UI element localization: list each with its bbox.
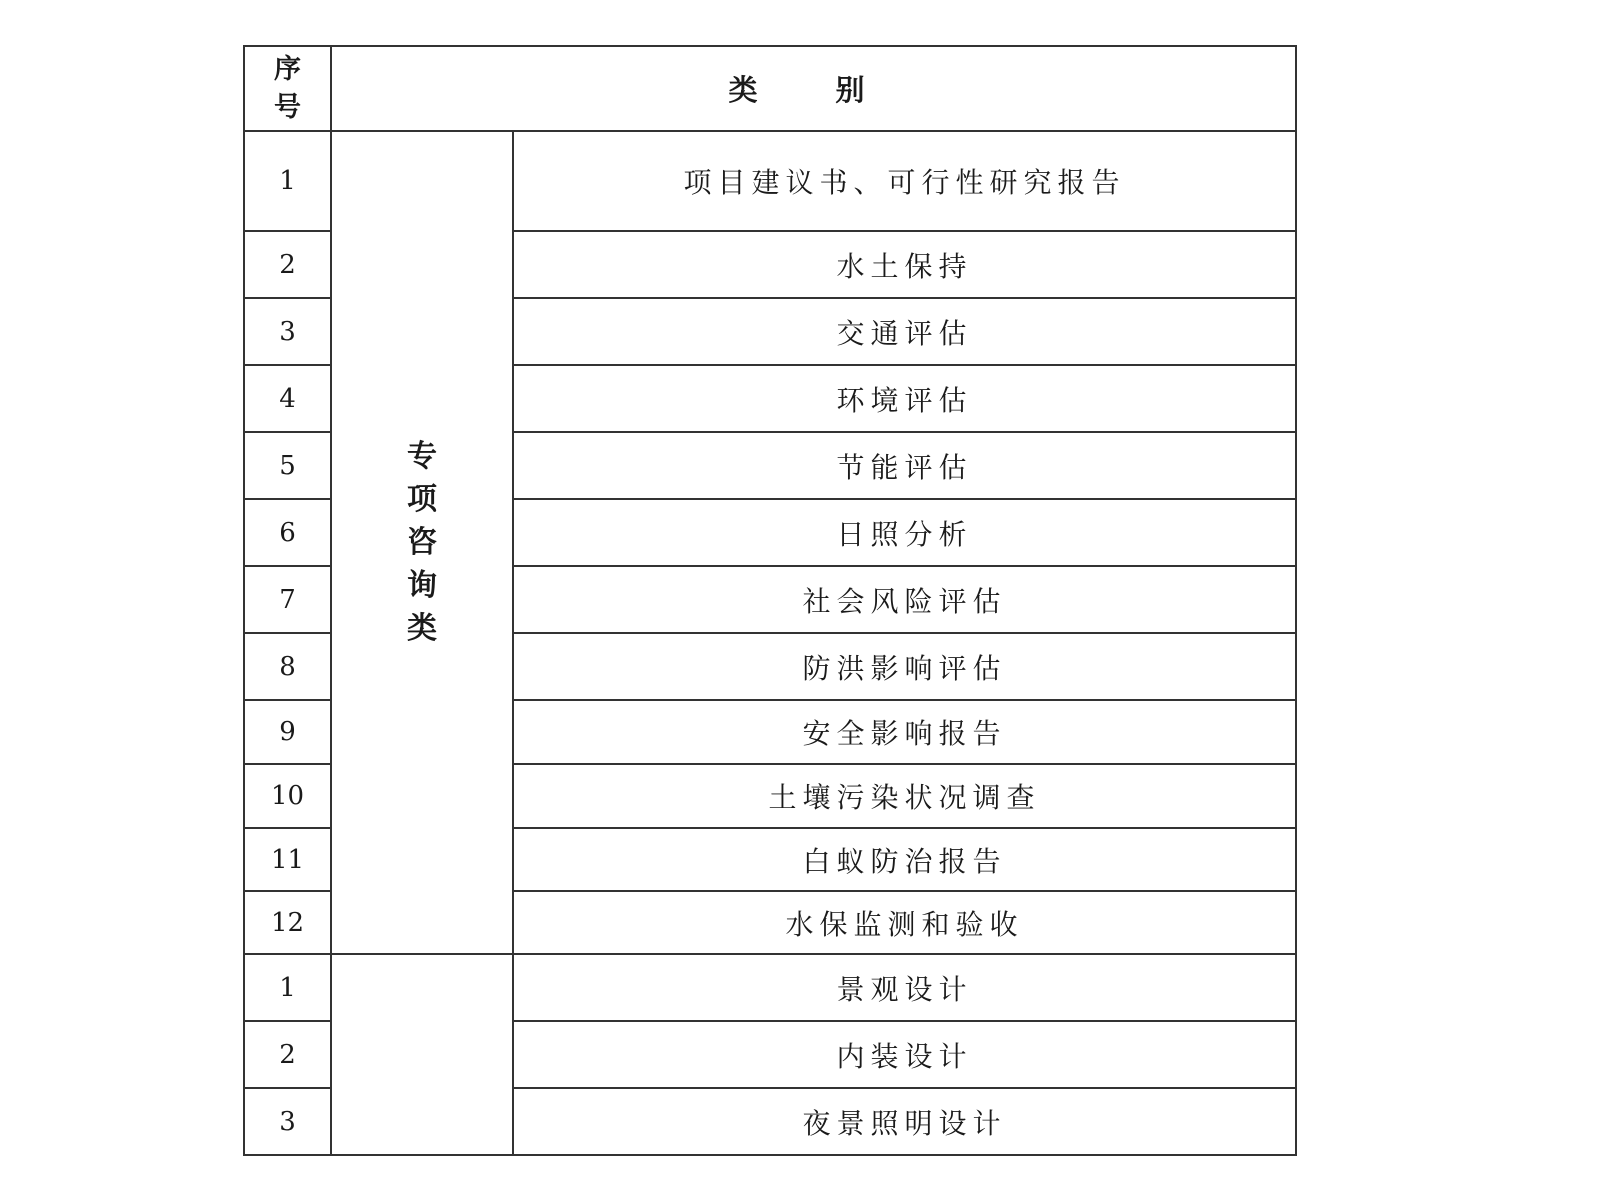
row-number-cell: 8 (244, 633, 331, 700)
table-row (244, 954, 1296, 1021)
category-table (243, 45, 1297, 1156)
category-item-cell: 环境评估 (513, 365, 1296, 432)
group-label-cell (331, 131, 513, 954)
row-number-cell: 2 (244, 231, 331, 298)
group-label-cell (331, 954, 513, 1155)
group-label-char: 专 (407, 439, 437, 474)
header-number-char: 号 (274, 91, 301, 123)
row-number-cell: 9 (244, 700, 331, 764)
category-item-cell: 防洪影响评估 (513, 633, 1296, 700)
header-number-char: 序 (274, 53, 301, 85)
category-item-cell: 土壤污染状况调查 (513, 764, 1296, 828)
row-number-cell: 1 (244, 954, 331, 1021)
category-item-cell: 日照分析 (513, 499, 1296, 566)
row-number-cell: 12 (244, 891, 331, 954)
row-number-cell: 6 (244, 499, 331, 566)
group-label-char: 类 (407, 611, 437, 646)
header-row (244, 46, 1296, 131)
row-number-cell: 4 (244, 365, 331, 432)
header-number-cell (244, 46, 331, 131)
category-item-cell: 水保监测和验收 (513, 891, 1296, 954)
category-item-cell: 项目建议书、可行性研究报告 (513, 131, 1296, 231)
category-item-cell: 景观设计 (513, 954, 1296, 1021)
category-item-cell: 社会风险评估 (513, 566, 1296, 633)
table-row (244, 131, 1296, 231)
group-label-char: 项 (407, 482, 437, 517)
group-label-char: 询 (407, 568, 437, 603)
category-item-cell: 节能评估 (513, 432, 1296, 499)
group-label-char: 咨 (407, 525, 437, 560)
row-number-cell: 5 (244, 432, 331, 499)
category-item-cell: 内装设计 (513, 1021, 1296, 1088)
category-item-cell: 水土保持 (513, 231, 1296, 298)
category-item-cell: 夜景照明设计 (513, 1088, 1296, 1155)
row-number-cell: 3 (244, 1088, 331, 1155)
row-number-cell: 11 (244, 828, 331, 891)
header-category-cell: 类 别 (331, 46, 1296, 131)
row-number-cell: 2 (244, 1021, 331, 1088)
row-number-cell: 10 (244, 764, 331, 828)
row-number-cell: 7 (244, 566, 331, 633)
row-number-cell: 1 (244, 131, 331, 231)
category-item-cell: 安全影响报告 (513, 700, 1296, 764)
category-item-cell: 交通评估 (513, 298, 1296, 365)
category-item-cell: 白蚁防治报告 (513, 828, 1296, 891)
row-number-cell: 3 (244, 298, 331, 365)
